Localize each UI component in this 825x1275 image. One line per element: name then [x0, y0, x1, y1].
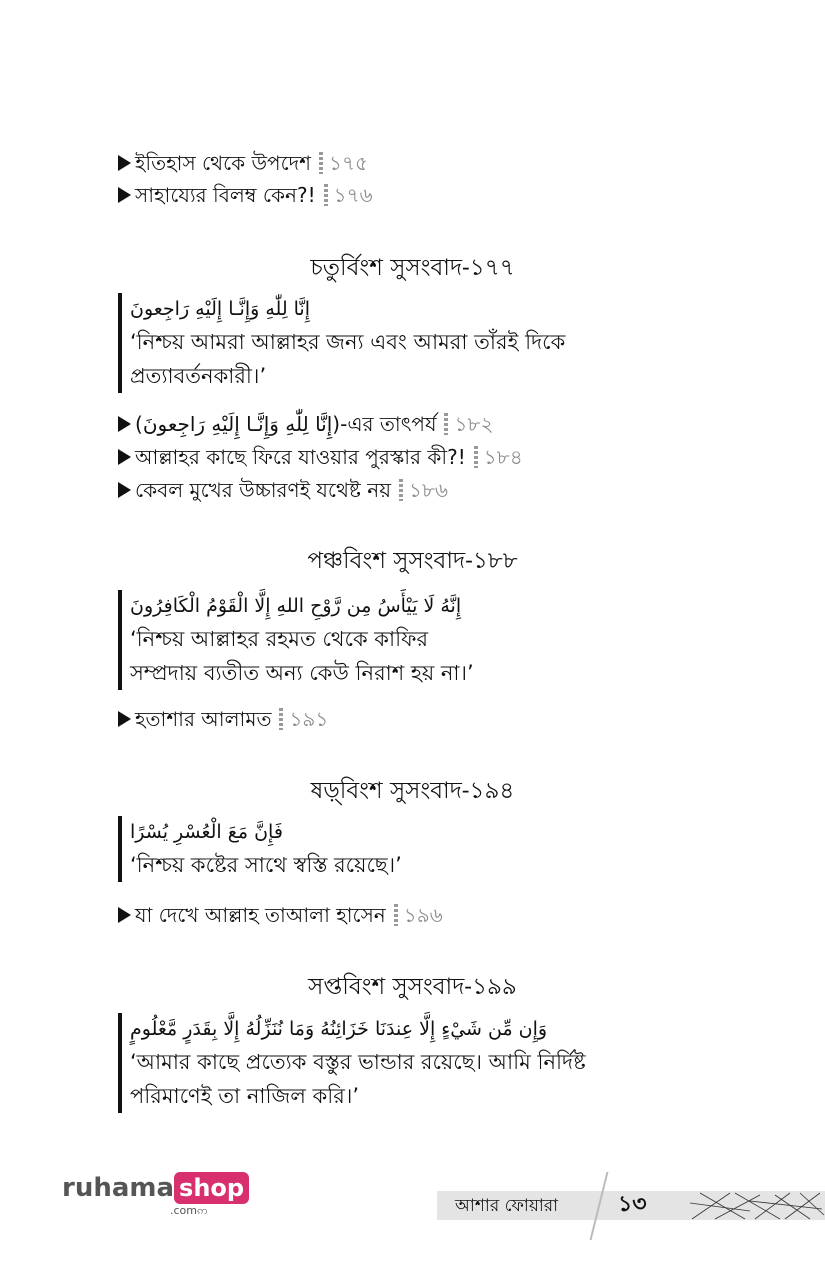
triangle-bullet-icon — [118, 416, 131, 432]
toc-item-title: সাহায্যের বিলম্ব কেন?! — [135, 183, 316, 207]
triangle-bullet-icon — [118, 449, 131, 465]
dotted-separator — [324, 184, 328, 206]
toc-item-page: ১৮২ — [454, 412, 494, 436]
toc-item-page: ১৭৬ — [333, 183, 373, 207]
translation-line: ‘নিশ্চয় কষ্টের সাথে স্বস্তি রয়েছে।’ — [130, 853, 402, 877]
section-heading: ষড়্‌বিংশ সুসংবাদ-১৯৪ — [310, 778, 515, 804]
logo-word: ruhama — [62, 1173, 175, 1203]
hatched-pattern-icon — [690, 1191, 825, 1221]
toc-item — [118, 706, 328, 732]
toc-item-page: ১৯১ — [289, 707, 329, 731]
quote-block — [118, 590, 474, 690]
section-heading: পঞ্চবিংশ সুসংবাদ-১৮৮ — [307, 548, 518, 574]
toc-item-title: ইতিহাস থেকে উপদেশ — [135, 151, 311, 175]
toc-item — [118, 182, 373, 208]
dotted-separator — [474, 446, 478, 468]
page-number: ১৩ — [618, 1192, 647, 1217]
translation-line: ‘নিশ্চয় আল্লাহর রহমত থেকে কাফির — [130, 627, 428, 651]
logo-shop-box: shop — [174, 1172, 249, 1204]
translation-line: সম্প্রদায় ব্যতীত অন্য কেউ নিরাশ হয় না।’ — [130, 661, 474, 685]
dotted-separator — [444, 413, 448, 435]
toc-item-title: হতাশার আলামত — [135, 707, 272, 731]
translation-line: পরিমাণেই তা নাজিল করি।’ — [130, 1084, 360, 1108]
section-heading: সপ্তবিংশ সুসংবাদ-১৯৯ — [308, 974, 517, 1000]
dotted-separator — [319, 152, 323, 174]
toc-item-page: ১৭৫ — [329, 151, 368, 175]
toc-item-page: ১৮৪ — [483, 445, 523, 469]
dotted-separator — [399, 479, 403, 501]
toc-item — [118, 902, 443, 928]
toc-item — [118, 150, 368, 176]
triangle-bullet-icon — [118, 907, 131, 923]
translation-line: ‘আমার কাছে প্রত্যেক বস্তুর ভান্ডার রয়েছে। আমি নির্দিষ্ট — [130, 1050, 586, 1074]
toc-item — [118, 411, 493, 437]
ruhamashop-logo — [62, 1172, 249, 1217]
triangle-bullet-icon — [118, 187, 131, 203]
book-title: আশার ফোয়ারা — [455, 1196, 559, 1216]
toc-item-title: যা দেখে আল্লাহ তাআলা হাসেন — [135, 903, 386, 927]
translation-line: প্রত্যাবর্তনকারী।’ — [130, 364, 267, 388]
toc-item-title: আল্লাহর কাছে ফিরে যাওয়ার পুরস্কার কী?! — [135, 445, 466, 469]
translation-line: ‘নিশ্চয় আমরা আল্লাহর জন্য এবং আমরা তাঁরই দিকে — [130, 330, 566, 354]
dotted-separator — [279, 708, 283, 730]
arabic-verse: إِنَّهُ لَا يَيْأَسُ مِن رَّوْحِ اللهِ إِلَّا الْقَوْمُ الْكَافِرُونَ — [130, 595, 462, 617]
arabic-verse: وَإِن مِّن شَيْءٍ إِلَّا عِندَنَا خَزَائِنُهُ وَمَا نُنَزِّلُهُ إِلَّا بِقَدَرٍ مَّعْلُومٍ — [130, 1018, 548, 1040]
arabic-verse: إِنَّا لِلّٰهِ وَإِنَّـا إِلَيْهِ رَاجِعونَ — [130, 298, 310, 320]
arabic-verse: فَإِنَّ مَعَ الْعُسْرِ يُسْرًا — [130, 821, 283, 843]
toc-item — [118, 444, 523, 470]
toc-item — [118, 477, 448, 503]
triangle-bullet-icon — [118, 155, 131, 171]
triangle-bullet-icon — [118, 711, 131, 727]
toc-item-page: ১৮৬ — [409, 478, 448, 502]
toc-item-title: কেবল মুখের উচ্চারণই যথেষ্ট নয় — [135, 478, 391, 502]
quote-block — [118, 293, 565, 393]
toc-item-title: (إِنَّا لِلّٰهِ وَإِنَّـا إِلَيْهِ رَاجِعونَ)-এর তাৎপর্য — [135, 412, 437, 436]
dotted-separator — [394, 904, 398, 926]
quote-block — [118, 816, 402, 882]
section-heading: চতুর্বিংশ সুসংবাদ-১৭৭ — [310, 255, 515, 281]
triangle-bullet-icon — [118, 482, 131, 498]
quote-block — [118, 1013, 586, 1113]
logo-domain: .comဢ — [170, 1204, 208, 1217]
toc-item-page: ১৯৬ — [403, 903, 443, 927]
